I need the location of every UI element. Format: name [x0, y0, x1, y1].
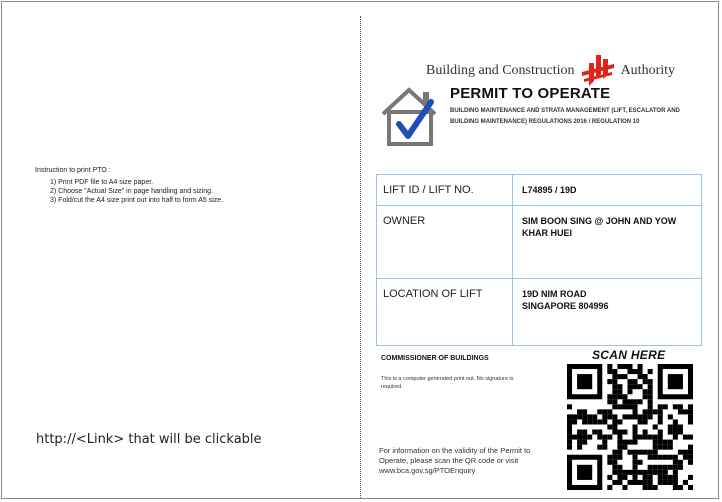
permit-title: PERMIT TO OPERATE [450, 85, 611, 102]
link-placeholder[interactable]: http://<Link> that will be clickable [36, 432, 262, 447]
computer-generated-note: This is a computer generated print out. No signature is required. [381, 376, 514, 390]
owner-value: SIM BOON SING @ JOHN AND YOW KHAR HUEI [522, 216, 677, 238]
agency-name-part1: Building and Construction [426, 63, 575, 78]
table-row-lift-id [377, 175, 701, 206]
house-check-icon [379, 84, 443, 148]
qr-code-icon[interactable] [567, 364, 693, 490]
location-label: LOCATION OF LIFT [383, 288, 483, 300]
location-line-2: SINGAPORE 804996 [522, 301, 609, 311]
bca-logo-icon [582, 54, 614, 88]
instructions-steps [50, 178, 223, 205]
instruction-step: 1) Print PDF file to A4 size paper. [50, 179, 154, 186]
owner-label: OWNER [383, 215, 426, 227]
validity-info: For information on the validity of the Permit to Operate, please scan the QR code or visit www.bca.gov.sg/PTOEnquiry [379, 446, 531, 475]
permit-details-table [376, 174, 702, 346]
fold-line [360, 16, 361, 498]
table-row-location [377, 279, 701, 345]
print-instructions [35, 166, 223, 205]
table-row-owner [377, 206, 701, 279]
location-value [522, 288, 692, 312]
regulation-text: BUILDING MAINTENANCE AND STRATA MANAGEMENT (LIFT, ESCALATOR AND BUILDING MAINTENANCE) REGULATIONS 2016 \ REGULATION 10 [450, 108, 680, 125]
instruction-step: 2) Choose "Actual Size" in page handling and sizing. [50, 188, 213, 195]
commissioner-title: COMMISSIONER OF BUILDINGS [381, 355, 489, 362]
scan-here-label: SCAN HERE [592, 348, 666, 362]
instructions-heading: Instruction to print PTO : [35, 167, 111, 174]
lift-id-label: LIFT ID / LIFT NO. [383, 184, 474, 196]
agency-name-part2: Authority [620, 63, 676, 78]
document-page [1, 1, 719, 499]
location-line-1: 19D NIM ROAD [522, 289, 587, 299]
agency-header [426, 54, 675, 88]
instruction-step: 3) Fold/cut the A4 size print out into half to form A5 size. [50, 197, 224, 204]
lift-id-value: L74895 / 19D [522, 185, 577, 195]
